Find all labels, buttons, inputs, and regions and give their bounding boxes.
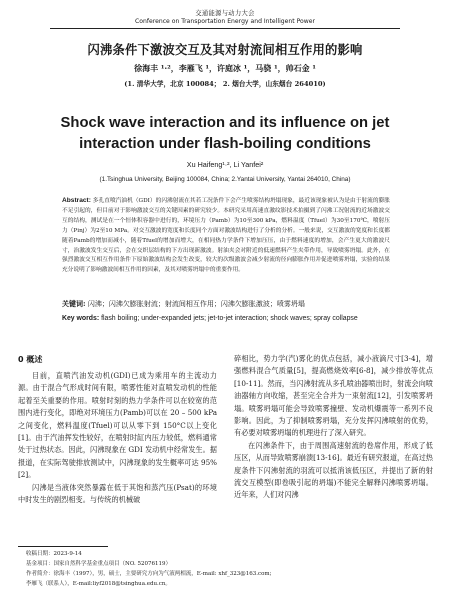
footnote-received: 收稿日期：2023-9-14 (26, 551, 82, 557)
keywords-en-label: Key words: (62, 315, 100, 322)
paper-title-en: Shock wave interaction and its influence on jet interaction under flash-boiling conditions (60, 115, 390, 152)
abstract-text: 多孔直喷汽油机（GDI）的闪沸射流在其若工况条件下会产生喷雾结构坍塌现象，最近该现象被认为是由于射流的膨胀不足引起的，但目前对于影响激波交互的关键因素的研究较少。本研究采用高速直激纹影技术拍摄到了闪沸工况射流的近场激波交互的结构，测试是在一个恒体积容器中进行的，环境压力（Pamb）为10至300 kPa，燃料温度（Tfuel）为30至170℃，喷射压力（Pinj）为2至10 MPa。对交互激波的宽度和长度同个方面对激波结构进行了分析的分析。一般来说，交互激波的宽度和长度都随着Pamb的增加而减小，随着Tfuel的增加而增大，在相同热力学条件下增加压压，由于燃料速度的增加，会产生更大的激波尺寸，治激波发生交互后，会在交织层结构的下方出现新激波。射油夹会对附近的低速燃料产生夹带作用，导致喷雾坍塌。此外，在强烈激波交互相互作用条件下原始激波结构会发生改变，较大的次级激波会减少射流的径向膨胀作用并促进喷雾坍塌，实验的结果充分说明了影响激波间相互作用的因素，及其对喷雾坍塌中的重要作用。 (62, 198, 390, 274)
body-paragraph: 闪沸是当液体突然暴露在低于其饱和蒸汽压(Psat)的环境中时发生的剧烈相变。与传统的机械破 (18, 482, 217, 505)
footnote-contact: 李雁飞（联系人），E-mail:liyf2018@tsinghua.edu.cn。 (26, 581, 171, 587)
affiliation-en: (1.Tsinghua University, Beijing 100084, China; 2.Yantai University, Yantai 264010, China) (99, 176, 351, 183)
abstract (62, 196, 390, 276)
keywords-en (62, 313, 392, 324)
footnote-rule (18, 546, 108, 547)
footnote-author: 作者简介：徐海丰（1997），男，硕士，主要研究方向为气液两相流，E-mail: xhf_323@163.com; (26, 571, 272, 577)
affiliation-cn: (1. 清华大学，北京 100084； 2. 烟台大学，山东烟台 264010) (124, 80, 326, 88)
body-paragraph: 碎相比，势力学(汽)雾化的优点包括，减小液滴尺寸[3-4]，增强燃料混合气质量[5]，提高燃烧效率[6-8]，减少排放等优点[10-11]。然而，当闪沸射流从多孔喷油器喷出时，射流会向喷油器轴方向收缩，甚至完全合并为一束射流[12]，引发喷雾坍塌。喷雾坍塌可能会导致喷雾撞壁、发动机爆震等一系列不良影响。因此，为了抑制喷雾坍塌，充分发挥闪沸喷射的优势，有必要对喷雾坍塌的机理进行了深入研究。 (234, 354, 433, 438)
journal-header-cn: 交通能源与动力大会 (195, 10, 255, 17)
header-rule (50, 28, 400, 29)
body-paragraph: 在闪沸条件下，由于周围高速射流的卷席作用，形成了低压区，从而导致喷雾崩溃[13-16]。最近有研究报道，在高过热度条件下闪沸射流的羽流可以抵消该低压区，并提出了新的射流交互模型(即卷吸引起的坍塌)不能完全解释闪沸喷雾坍塌。近年来，人们对闪沸 (234, 440, 433, 500)
keywords-cn (62, 298, 390, 310)
footnote-fund: 基金项目：国家自然科学基金重点项目（NO. 52076119） (26, 561, 171, 567)
section-heading: 0 概述 (18, 355, 43, 364)
authors-cn: 徐海丰 ¹·²，李雁飞 ¹，许庭冰 ¹，马骁 ¹，帅石金 ¹ (134, 63, 316, 73)
authors-en: Xu Haifeng¹·², Li Yanfei² (186, 160, 264, 169)
body-column-right (234, 353, 433, 502)
journal-header-en: Conference on Transportation Energy and Intelligent Power (134, 18, 315, 25)
keywords-cn-text: 闪沸；闪沸欠膨胀射流；射流间相互作用；闪沸欠膨胀激波；喷雾坍塌 (87, 300, 305, 308)
body-column-left (18, 370, 217, 506)
paper-title-cn: 闪沸条件下激波交互及其对射流间相互作用的影响 (87, 43, 363, 57)
keywords-en-text: flash boiling; under-expanded jets; jet-to-jet interaction; shock waves; spray collapse (101, 315, 358, 322)
body-paragraph: 目前，直喷汽油发动机(GDI)已成为乘用车的主流动力源。由于混合气形成时间有限，喷雾性能对直喷发动机的性能起着至关重要的作用。喷射时刻的热力学条件可以在较宽的范围内进行变化，即绝对环境压力(Pamb)可以在 20 – 500 kPa 之间变化，燃料温度(Tfuel)可以从零下到 150°C以上变化[1]。由于汽油挥发性较好，在喷射时缸内压力较低，燃料通常处于过热状态。因此，闪沸现象在 GDI 发动机中经常发生。据报道，在实际驾驶排放测试中，闪沸现象的发生概率可达 95%[2]。 (18, 371, 217, 480)
keywords-cn-label: 关键词: (62, 299, 86, 308)
abstract-label: Abstract: (62, 197, 91, 204)
